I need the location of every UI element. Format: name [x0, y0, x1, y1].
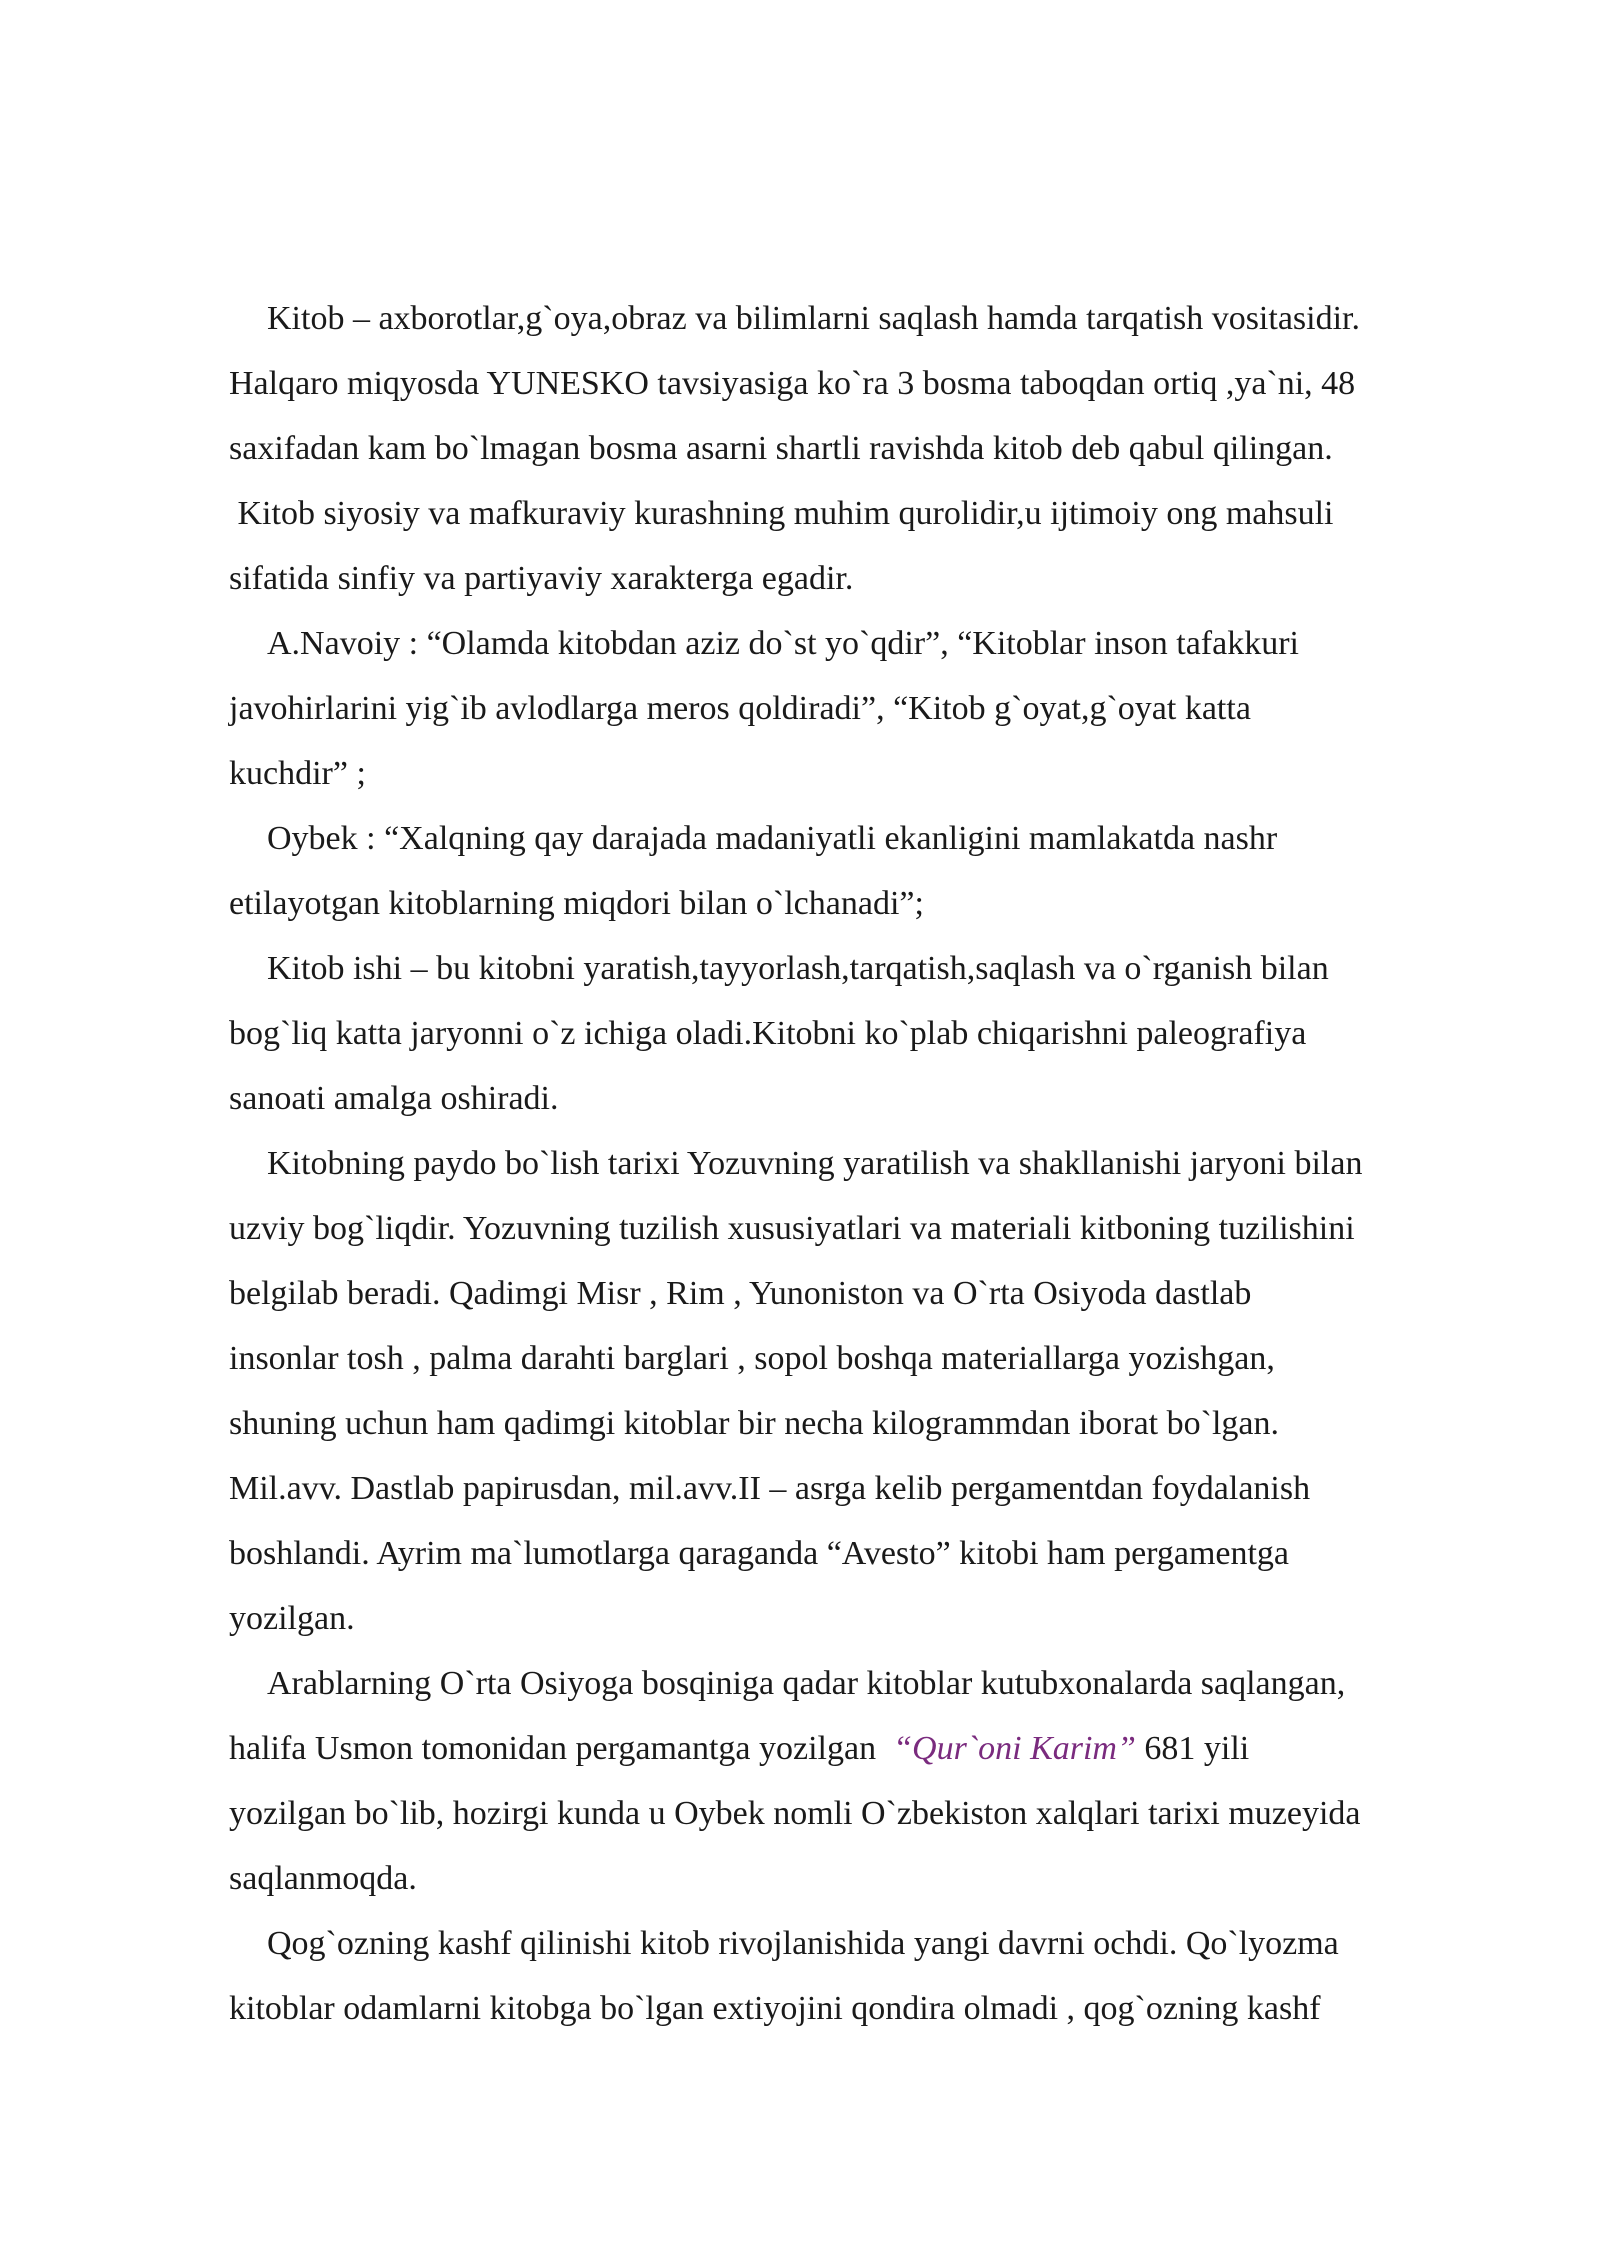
text-line: belgilab beradi. Qadimgi Misr , Rim , Yunoniston va O`rta Osiyoda dastlab: [229, 1275, 1252, 1312]
text-line: insonlar tosh , palma darahti barglari , sopol boshqa materiallarga yozishgan,: [229, 1340, 1275, 1377]
text-line: Kitob siyosiy va mafkuraviy kurashning muhim qurolidir,u ijtimoiy ong mahsuli: [229, 495, 1334, 532]
text-line: Kitob ishi – bu kitobni yaratish,tayyorlash,tarqatish,saqlash va o`rganish bilan: [267, 950, 1329, 987]
text-line: Arablarning O`rta Osiyoga bosqiniga qadar kitoblar kutubxonalarda saqlangan,: [267, 1665, 1346, 1702]
text-line: kitoblar odamlarni kitobga bo`lgan extiyojini qondira olmadi , qog`ozning kashf: [229, 1990, 1321, 2027]
text-line: yozilgan.: [229, 1600, 355, 1637]
text-line: yozilgan bo`lib, hozirgi kunda u Oybek nomli O`zbekiston xalqlari tarixi muzeyida: [229, 1795, 1361, 1832]
text-line: sifatida sinfiy va partiyaviy xarakterga egadir.: [229, 560, 854, 597]
text-line: bog`liq katta jaryonni o`z ichiga oladi.Kitobni ko`plab chiqarishni paleografiya: [229, 1015, 1307, 1052]
quran-title: “Qur`oni Karim”: [893, 1730, 1136, 1767]
text-line: Kitob – axborotlar,g`oya,obraz va bilimlarni saqlash hamda tarqatish vositasidir.: [267, 300, 1360, 337]
text-line: kuchdir” ;: [229, 755, 366, 792]
text-line: sanoati amalga oshiradi.: [229, 1080, 559, 1117]
text-line: etilayotgan kitoblarning miqdori bilan o`lchanadi”;: [229, 885, 924, 922]
text-line: javohirlarini yig`ib avlodlarga meros qoldiradi”, “Kitob g`oyat,g`oyat katta: [229, 690, 1251, 727]
text-line: Oybek : “Xalqning qay darajada madaniyatli ekanligini mamlakatda nashr: [267, 820, 1278, 857]
text-line: shuning uchun ham qadimgi kitoblar bir necha kilogrammdan iborat bo`lgan.: [229, 1405, 1279, 1442]
text-fragment: halifa Usmon tomonidan pergamantga yozilgan: [229, 1730, 894, 1767]
text-line: saxifadan kam bo`lmagan bosma asarni shartli ravishda kitob deb qabul qilingan.: [229, 430, 1333, 467]
text-line-with-title: [229, 1716, 1529, 1781]
document-body: [229, 286, 1529, 2041]
text-fragment: 681 yili: [1135, 1730, 1250, 1767]
text-line: uzviy bog`liqdir. Yozuvning tuzilish xususiyatlari va materiali kitboning tuzilishini: [229, 1210, 1355, 1247]
text-line: Halqaro miqyosda YUNESKO tavsiyasiga ko`ra 3 bosma taboqdan ortiq ,ya`ni, 48: [229, 365, 1356, 402]
text-line: Qog`ozning kashf qilinishi kitob rivojlanishida yangi davrni ochdi. Qo`lyozma: [267, 1925, 1339, 1962]
text-line: A.Navoiy : “Olamda kitobdan aziz do`st yo`qdir”, “Kitoblar inson tafakkuri: [267, 625, 1299, 662]
text-line: saqlanmoqda.: [229, 1860, 417, 1897]
text-line: Mil.avv. Dastlab papirusdan, mil.avv.II – asrga kelib pergamentdan foydalanish: [229, 1470, 1311, 1507]
text-line: boshlandi. Ayrim ma`lumotlarga qaraganda “Avesto” kitobi ham pergamentga: [229, 1535, 1290, 1572]
text-line: Kitobning paydo bo`lish tarixi Yozuvning yaratilish va shakllanishi jaryoni bilan: [267, 1145, 1363, 1182]
